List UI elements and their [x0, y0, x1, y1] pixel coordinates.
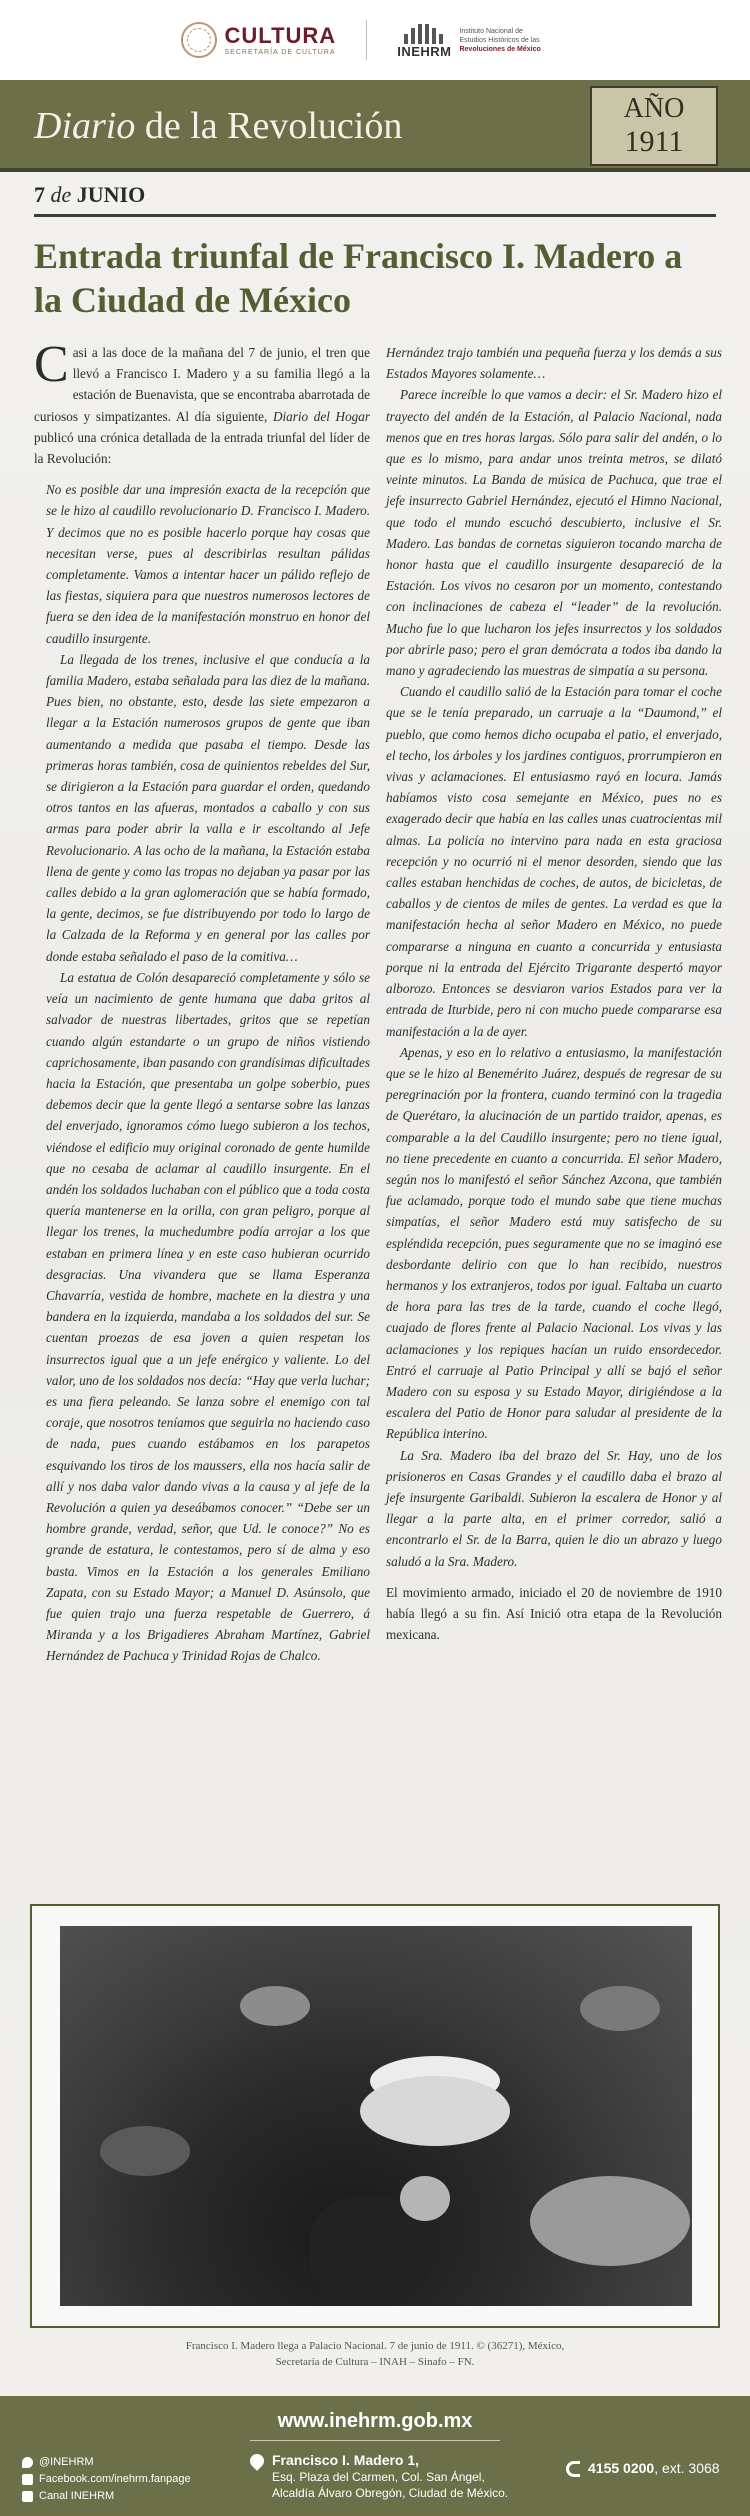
facebook-icon: [22, 2474, 33, 2485]
top-logos: [0, 0, 750, 80]
drop-cap: C: [34, 336, 69, 393]
footer-rule: [250, 2440, 500, 2441]
logo-divider: [366, 20, 367, 60]
twitter-icon: [22, 2457, 33, 2468]
year-label: AÑO: [623, 93, 685, 124]
inehrm-logo[interactable]: [397, 22, 569, 59]
closing-paragraph: El movimiento armado, iniciado el 20 de noviembre de 1910 había llegó a su fin. Así Inició otra etapa de la Revolución mexicana.: [386, 1584, 722, 1643]
historical-photo: [60, 1926, 692, 2306]
quote-paragraph: La llegada de los trenes, inclusive el que conducía a la familia Madero, estaba señalada para las diez de la mañana. Pues bien, no obstante, esto, desde las siete empezaron a llegar a la Estación numerosos grupos de gente que iban aumentando a medida que pasaba el tiempo. Desde las primeras horas también, cosa de quinientos rebeldes del Sur, se dirigieron a la Estación para guardar el orden, quedando otros tantos en las afueras, montados a caballo y con sus armas para poder abrir la valla e ir escoltando al Jefe Revolucionario. A las ocho de la mañana, la Estación estaba llena de gente y como las tropas no dejaban ya pasar por las calles debido a la gran aglomeración que se había formado, la gente, decimos, se fue distribuyendo por todo lo largo de la Calzada de la Reforma y en general por las calles por donde estaba señalado el paso de la comitiva…: [46, 651, 370, 964]
inehrm-wordmark: INEHRM: [397, 43, 452, 59]
seal-icon: [181, 22, 217, 58]
left-column: [34, 336, 370, 1667]
right-column: [386, 342, 722, 1645]
quote-paragraph: Cuando el caudillo salió de la Estación para tomar el coche que se le tenía preparado, un carruaje a la “Daumond,” el pueblo, que como hemos dicho ocupaba el patio, el enverjado, el techo, los árboles y los jardines contiguos, prorrumpieron en vivas y aclamaciones. El entusiasmo rayó en locura. Jamás habíamos visto cosa semejante en México, pues no es exagerado decir que había en las calles unas cuatrocientas mil almas. La policía no intervino para nada en esta graciosa recepción y no ocurrió ni el menor desorden, siendo que las calles estaban henchidas de coches, de autos, de bicicletas, de caballos y de cientos de miles de gentes. La verdad es que la manifestación hecha al señor Madero en México, no puede compararse a ninguna en cuanto a concurrida y entusiasta porque ni la entrada del Ejército Trigarante despertó mayor alborozo. Entonces se desviaron varios Estados para ver la entrada de Iturbide, pero ni con mucho puede compararse esa manifestación a la de ayer.: [386, 684, 722, 1039]
canal-link[interactable]: Canal INEHRM: [22, 2488, 191, 2505]
date-rule: [34, 214, 716, 217]
banner: [0, 80, 750, 172]
quote-paragraph: Apenas, y eso en lo relativo a entusiasmo, la manifestación que se le hizo al Benemérito Juárez, después de regresar de su peregrinación por la frontera, cuando terminó con la tragedia de Querétaro, la alucinación de un partido traidor, apenas, es comparable a la del Caudillo insurgente; pero no tiene igual, no tiene precedente en cuanto a concurrida. El señor Madero, según nos lo manifestó el señor Sánchez Azcona, que también fue aclamado, porque todo el mundo sabe que tiene muchas simpatías, el señor Madero está muy satisfecho de su espléndida recepción, pues seguramente que no se imaginó ese desbordante delirio con que lo han recibido, nuestros hermanos y los extranjeros, todos por igual. Faltaba un cuarto de hora para las tres de la tarde, cuando el coche llegó, cuajado de flores frente al Palacio Nacional. Los vivas y las aclamaciones y los repiques hacían un ruido ensordecedor. Entró el carruaje al Patio Principal y allí se bajó el señor Madero con su esposa y su Estado Mayor, dirigiéndose a la escalera del Patio de Honor para saludar al presidente de la República interino.: [386, 1044, 722, 1442]
tv-icon: [22, 2491, 33, 2502]
cultura-logo[interactable]: [181, 22, 337, 58]
headline: Entrada triunfal de Francisco I. Madero a la Ciudad de México: [34, 236, 683, 320]
quote-paragraph: No es posible dar una impresión exacta de la recepción que se le hizo al caudillo revolucionario D. Francisco I. Madero. Y decimos que no es posible hacerlo porque hay cosas que necesitan verse, pues al describirlas resultan pálidas completamente. Vamos a intentar hacer un pálido reflejo de las fiestas, siquiera para que nuestros numerosos lectores de fuera se den idea de la manifestación monstruo en honor del caudillo insurgente.: [46, 482, 370, 646]
photo-caption: Francisco I. Madero llega a Palacio Nacional. 7 de junio de 1911. © (36271), México, Secretaría de Cultura – INAH – Sinafo – FN.: [185, 2340, 565, 2368]
date-line: 7 de JUNIO: [34, 182, 146, 207]
location-pin-icon: [247, 2451, 267, 2471]
quote-paragraph: La estatua de Colón desapareció completamente y sólo se veía un nacimiento de gente humana que daba gritos al salvador de nuestras libertades, gritos que se repetían cuando algún estandarte o un grupo de niños vistiendo caprichosamente, iban pasando con grandísimas dificultades hacia la Estación, que presentaba un golpe soberbio, pues debemos decir que la gente llegó a sentarse sobre las lanzas del enverjado, ignoramos cómo luego subieron a los techos, viéndose el edificio muy original coronado de gente humilde que no cesaba de aclamar al caudillo insurgente. En el andén los soldados luchaban con el público que a toda costa quería mantenerse en la orilla, con gran peligro, porque al llegar los trenes, la muchedumbre podía arrojar a los que estaban en primera línea y en este caso hubieran ocurrido desgracias. Una vivandera que se llama Esperanza Chavarría, vestida de hombre, machete en la diestra y una bandera en la izquierda, mandaba a los soldados del sur. Se cuentan proezas de esa joven a quien respetan los insurrectos igual que a un jefe enérgico y valiente. Lo del valor, uno de los soldados nos decía: “Hay que verla luchar; es una fiera peleando. Se lanza sobre el enemigo con tal coraje, que nosotros teníamos que seguirla no haciendo caso de nada, pues cuando estábamos en los parapetos esquivando los tiros de los maussers, ella nos hacía salir de allí y nos daba valor dando vivas a la causa y al jefe de la Revolución a quien ya deseábamos conocer.” “Debe ser un hombre grande, verdad, señor, que Ud. le conoce?” No es grande de estatura, le contestamos, pero sí de alma y eso basta. Vimos en la Estación a los generales Emiliano Zapata, con su Estado Mayor; a Manuel D. Asúnsolo, que fue quien trajo una fuerza respetable de Guerrero, á Miranda y a los Brigadieres Abraham Martínez, Gabriel Hernández de Pachuca y Trinidad Rojas de Chalco.: [46, 969, 370, 1664]
banner-title: Diario de la Revolución: [34, 105, 403, 147]
building-icon: [402, 22, 446, 44]
twitter-link[interactable]: @INEHRM: [22, 2454, 191, 2471]
year-box: [590, 86, 718, 166]
cultura-subtitle: SECRETARÍA DE CULTURA: [224, 48, 336, 56]
cultura-wordmark: CULTURA: [224, 22, 337, 48]
website-link[interactable]: www.inehrm.gob.mx: [277, 2410, 473, 2432]
photo-frame: [30, 1904, 720, 2328]
address: Francisco I. Madero 1, Esq. Plaza del Carmen, Col. San Ángel, Alcaldía Álvaro Obregón, Ciudad de México.: [250, 2452, 508, 2501]
quote-paragraph: Hernández trajo también una pequeña fuerza y los demás a sus Estados Mayores solamente…: [386, 345, 722, 382]
social-links: [22, 2454, 191, 2505]
year-value: 1911: [624, 125, 684, 158]
phone-icon: [566, 2461, 580, 2477]
quote-paragraph: Parece increíble lo que vamos a decir: el Sr. Madero hizo el trayecto del andén de la Estación, al Palacio Nacional, nada menos que en tres horas largas. Sólo para salir del andén, o lo que es lo mismo, para andar unos treinta metros, se dilató veinte minutos. La Banda de música de Pachuca, que trae el jefe insurrecto Gabriel Hernández, ejecutó el Himno Nacional, que todo el mundo escuchó descubierto, inclusive el Sr. Madero. Las bandas de cornetas siguieron tocando marcha de honor hasta que el caudillo insurgente desapareció de la Estación. Los vivos no cesaron por un momento, contestando con inclinaciones de cabeza el “leader” de la revolución. Mucho fue lo que lucharon los jefes insurrectos y los soldados por abrirle paso; pero el gran demócrata a todos iba dando la mano y agradeciendo las muestras de simpatía a su persona.: [386, 387, 722, 679]
facebook-link[interactable]: Facebook.com/inehrm.fanpage: [22, 2471, 191, 2488]
phone[interactable]: 4155 0200, ext. 3068: [566, 2460, 720, 2476]
quote-paragraph: La Sra. Madero iba del brazo del Sr. Hay, uno de los prisioneros en Casas Grandes y el caudillo daba el brazo al jefe insurgente Garibaldi. Subieron la escalera de Honor y al llegar a la parte alta, en el primer corredor, salió a encontrarlo el Sr. de la Barra, quien le dio un abrazo y luego saludó a la Sra. Madero.: [386, 1447, 722, 1569]
intro-paragraph: Casi a las doce de la mañana del 7 de junio, el tren que llevó a Francisco I. Madero y a su familia llegó a la estación de Buenavista, que se encontraba abarrotada de curiosos y simpatizantes. Al día siguiente, Diario del Hogar publicó una crónica detallada de la entrada triunfal del líder de la Revolución:: [34, 336, 370, 467]
footer: [0, 2396, 750, 2516]
inehrm-description: Instituto Nacional de Estudios Históricos de las Revoluciones de México: [459, 27, 541, 53]
